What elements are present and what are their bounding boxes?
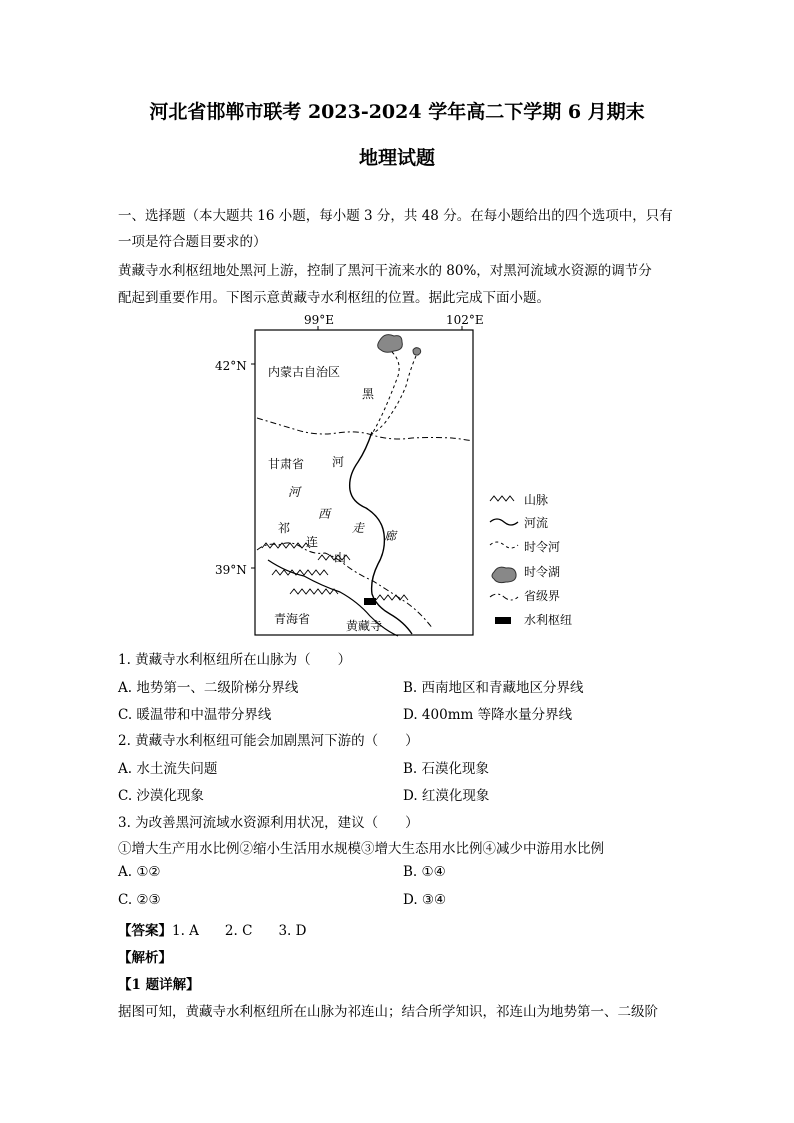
lon-label-99: 99°E — [304, 313, 335, 327]
analysis-label: 【解析】 — [118, 950, 172, 966]
label-huangzangsi: 黄藏寺 — [346, 619, 383, 633]
label-gansu: 甘肃省 — [268, 457, 305, 471]
answer-3: 3. D — [278, 923, 307, 939]
location-map — [200, 308, 600, 638]
label-inner-mongolia: 内蒙古自治区 — [268, 365, 341, 379]
question-1-option-d: D. 400mm 等降水量分界线 — [403, 707, 573, 723]
seasonal-river-icon — [490, 542, 518, 548]
label-hexi-1: 河 — [288, 485, 301, 499]
question-2-option-b: B. 石漠化现象 — [403, 761, 490, 777]
lon-label-102: 102°E — [446, 313, 484, 327]
title-line-1: 河北省邯郸市联考 2023-2024 学年高二下学期 6 月期末 — [149, 101, 645, 123]
svg-text:山脉: 山脉 — [524, 493, 549, 507]
question-3-note: ①增大生产用水比例②缩小生活用水规模③增大生态用水比例④减少中游用水比例 — [118, 841, 604, 857]
title-line-2: 地理试题 — [358, 147, 435, 169]
question-1-stem: 1. 黄藏寺水利枢纽所在山脉为（ ） — [118, 652, 352, 668]
svg-text:河流: 河流 — [524, 516, 549, 530]
label-qinghai: 青海省 — [274, 612, 311, 626]
question-3-option-d: D. ③④ — [403, 892, 447, 908]
mountain-icon — [490, 496, 514, 501]
question-2-option-c: C. 沙漠化现象 — [118, 788, 204, 804]
question-1-option-c: C. 暖温带和中温带分界线 — [118, 707, 272, 723]
svg-text:水利枢纽: 水利枢纽 — [524, 613, 573, 627]
question-3-option-a: A. ①② — [118, 864, 161, 880]
seasonal-lake-2 — [413, 348, 421, 355]
label-qilian-1: 祁 — [278, 521, 291, 535]
provincial-border-north — [257, 418, 473, 441]
question-3-option-b: B. ①④ — [403, 864, 446, 880]
provincial-border-icon — [490, 594, 518, 600]
lat-label-42: 42°N — [215, 359, 247, 373]
answer-line — [118, 919, 306, 939]
seasonal-lake-1 — [378, 335, 403, 353]
mountain-range-lower — [272, 570, 408, 600]
question-2-option-a: A. 水土流失问题 — [118, 761, 218, 777]
analysis-detail-label: 【1 题详解】 — [118, 977, 200, 993]
dam-icon — [495, 617, 511, 624]
answer-2: 2. C — [224, 923, 253, 939]
svg-text:时令河: 时令河 — [524, 540, 561, 554]
answer-label: 【答案】 — [118, 923, 172, 939]
huangzangsi-dam — [364, 598, 376, 605]
map-legend — [490, 493, 572, 627]
section-heading-line-1: 一、选择题（本大题共 16 小题，每小题 3 分，共 48 分。在每小题给出的四个选项中，只有 — [118, 208, 673, 224]
question-2-option-d: D. 红漠化现象 — [403, 788, 490, 804]
question-1-option-b: B. 西南地区和青藏地区分界线 — [403, 680, 584, 696]
label-he: 河 — [332, 455, 345, 469]
lat-label-39: 39°N — [215, 563, 247, 577]
question-2-stem: 2. 黄藏寺水利枢纽可能会加剧黑河下游的（ ） — [118, 733, 419, 749]
label-hexi-4: 廊 — [384, 529, 397, 543]
section-heading-line-2: 一项是符合题目要求的） — [118, 234, 267, 250]
label-hei: 黑 — [362, 387, 375, 401]
label-qilian-3: 山 — [334, 551, 347, 565]
answer-1: 1. A — [172, 923, 199, 939]
question-3-option-c: C. ②③ — [118, 892, 161, 908]
seasonal-lake-icon — [492, 567, 516, 582]
question-3-stem: 3. 为改善黑河流域水资源利用状况，建议（ ） — [118, 815, 419, 831]
river-icon — [490, 519, 518, 525]
question-1-option-a: A. 地势第一、二级阶梯分界线 — [118, 680, 299, 696]
svg-text:省级界: 省级界 — [524, 589, 561, 603]
label-qilian-2: 连 — [306, 535, 319, 549]
svg-text:时令湖: 时令湖 — [524, 565, 561, 579]
label-hexi-3: 走 — [352, 521, 365, 535]
seasonal-river-2 — [372, 356, 416, 434]
intro-line-2: 配起到重要作用。下图示意黄藏寺水利枢纽的位置。据此完成下面小题。 — [118, 290, 550, 306]
label-hexi-2: 西 — [318, 507, 331, 521]
analysis-text: 据图可知，黄藏寺水利枢纽所在山脉为祁连山；结合所学知识，祁连山为地势第一、二级阶 — [118, 1004, 658, 1020]
intro-line-1: 黄藏寺水利枢纽地处黑河上游，控制了黑河干流来水的 80%，对黑河流域水资源的调节分 — [118, 263, 652, 279]
